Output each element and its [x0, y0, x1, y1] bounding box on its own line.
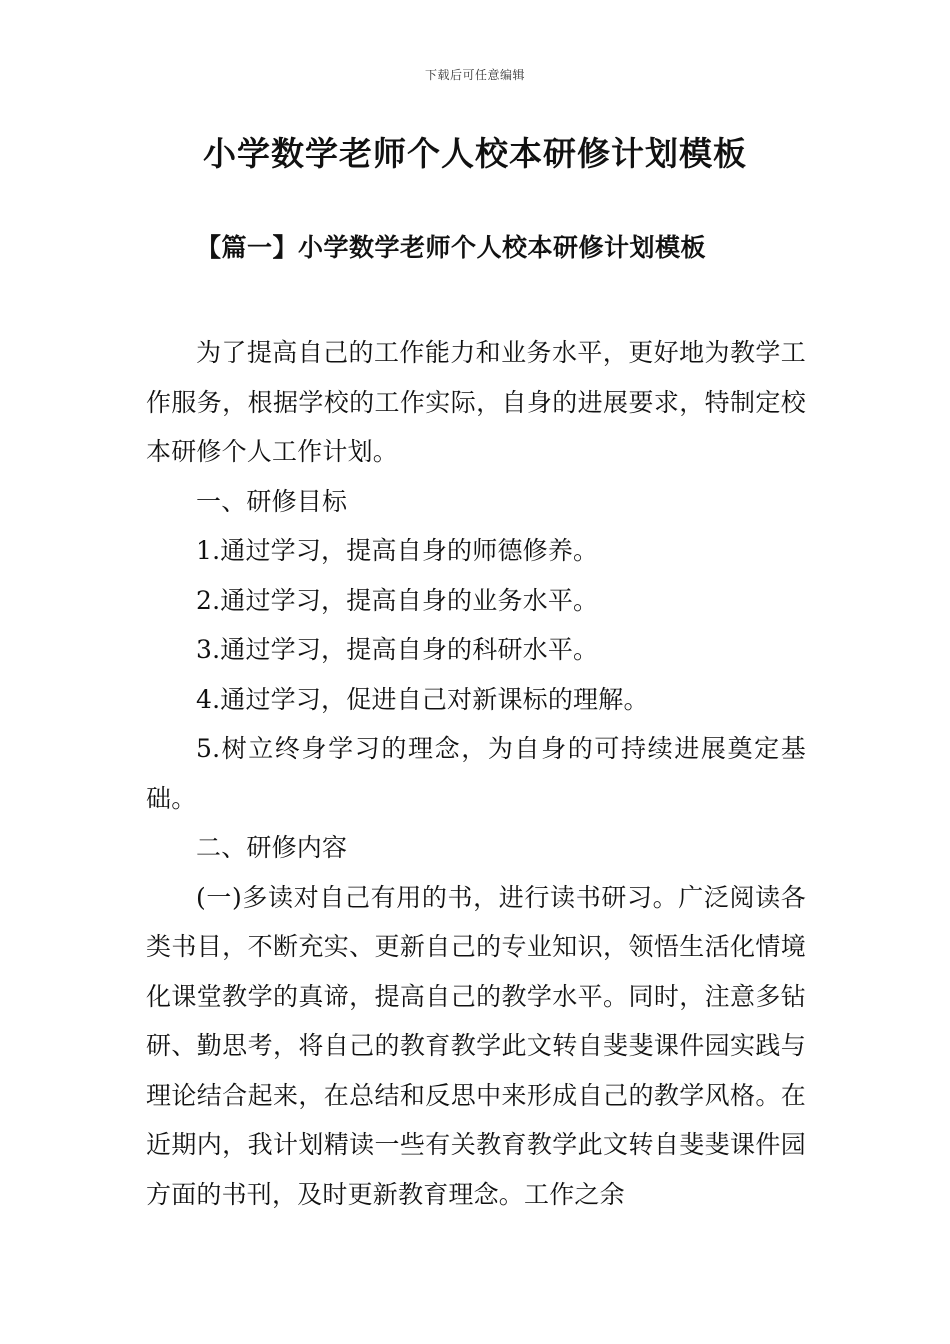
heading-goals: 一、研修目标 [196, 486, 348, 516]
goal-item: 1.通过学习，提高自身的师德修养。 [196, 536, 599, 565]
goal-item: 2.通过学习，提高自身的业务水平。 [196, 585, 599, 615]
document-body [146, 328, 806, 1219]
paragraph-reading: (一)多读对自己有用的书，进行读书研习。广泛阅读各类书目，不断充实、更新自己的专业知识，领悟生活化情境化课堂教学的真谛，提高自己的教学水平。同时，注意多钻研、勤思考，将自己的教育教学此文转自斐斐课件园实践与理论结合起来，在总结和反思中来形成自己的教学风格。在近期内，我计划精读一些有关教育教学此文转自斐斐课件园方面的书刊，及时更新教育理念。工作之余 [146, 882, 806, 1209]
header-note: 下载后可任意编辑 [424, 68, 525, 82]
goal-item: 5.树立终身学习的理念，为自身的可持续进展奠定基础。 [146, 734, 806, 813]
document-title: 小学数学老师个人校本研修计划模板 [203, 134, 747, 173]
goal-item: 3.通过学习，提高自身的科研水平。 [196, 635, 599, 664]
section-heading: 【篇一】小学数学老师个人校本研修计划模板 [196, 233, 707, 262]
paragraph-intro: 为了提高自己的工作能力和业务水平，更好地为教学工作服务，根据学校的工作实际，自身的进展要求，特制定校本研修个人工作计划。 [146, 338, 806, 466]
heading-content: 二、研修内容 [196, 833, 348, 862]
goal-item: 4.通过学习，促进自己对新课标的理解。 [196, 684, 649, 714]
